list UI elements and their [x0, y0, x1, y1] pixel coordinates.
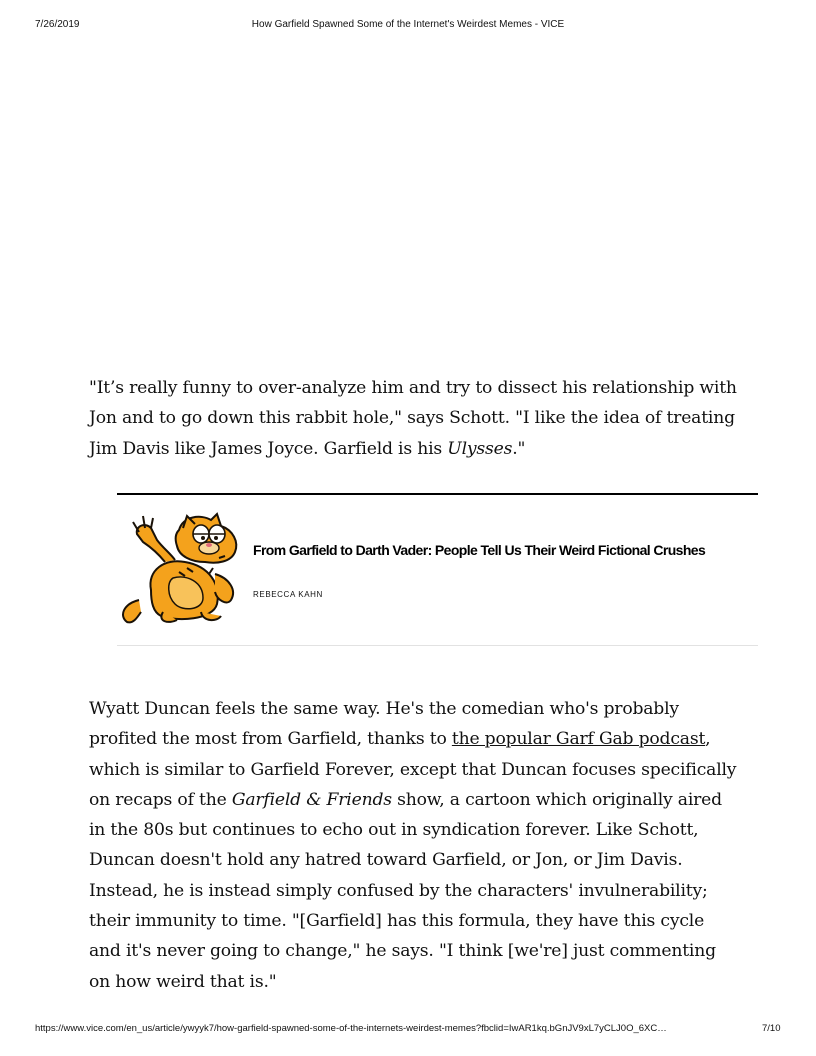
duncan-text-3: show, a cartoon which originally aired in the 80s but continues to echo out in syndication forever. Like Schott, Duncan doesn't hold any hatred toward Garfield, or Jon, or Jim Davis. Instead, he is instead simply confused by the characters' invulnerability; their immunity to time. "[Garfield] has this formula, they have this cycle and it's never going to change," he says. "I think [we're] just commenting on how weird that is." [89, 789, 722, 992]
quote-text-end: ." [512, 438, 526, 459]
duncan-paragraph [89, 694, 739, 997]
garf-gab-podcast-link[interactable]: the popular Garf Gab podcast [451, 729, 706, 750]
related-card-top-rule [117, 493, 758, 495]
related-article-author: REBECCA KAHN [253, 590, 323, 599]
quote-italic: Ulysses [447, 438, 513, 459]
show-title-italic: Garfield & Friends [231, 789, 392, 810]
quote-paragraph [89, 373, 739, 464]
garfield-illustration-icon[interactable] [117, 512, 241, 624]
print-page-title: How Garfield Spawned Some of the Internet's Weirdest Memes - VICE [251, 19, 565, 30]
print-date: 7/26/2019 [35, 19, 80, 30]
quote-text: "It’s really funny to over-analyze him and try to dissect his relationship with Jon and to go down this rabbit hole," says Schott. "I like the idea of treating Jim Davis like James Joyce. Garfield is his [89, 378, 737, 459]
duncan-text-1: Wyatt Duncan feels the same way. He's the comedian who's probably profited the most from Garfield, thanks to [89, 699, 679, 750]
duncan-text-2: , which is similar to Garfield Forever, except that Duncan focuses specifically on recaps of the [89, 729, 737, 810]
related-article-title-link[interactable]: From Garfield to Darth Vader: People Tell Us Their Weird Fictional Crushes [253, 542, 706, 558]
print-page-number: 7/10 [762, 1023, 781, 1034]
related-card-bottom-rule [117, 645, 758, 646]
print-url: https://www.vice.com/en_us/article/ywyyk7/how-garfield-spawned-some-of-the-internets-weirdest-memes?fbclid=IwAR1kq.bGnJV9xL7yCLJ0O_6XC… [35, 1023, 667, 1034]
